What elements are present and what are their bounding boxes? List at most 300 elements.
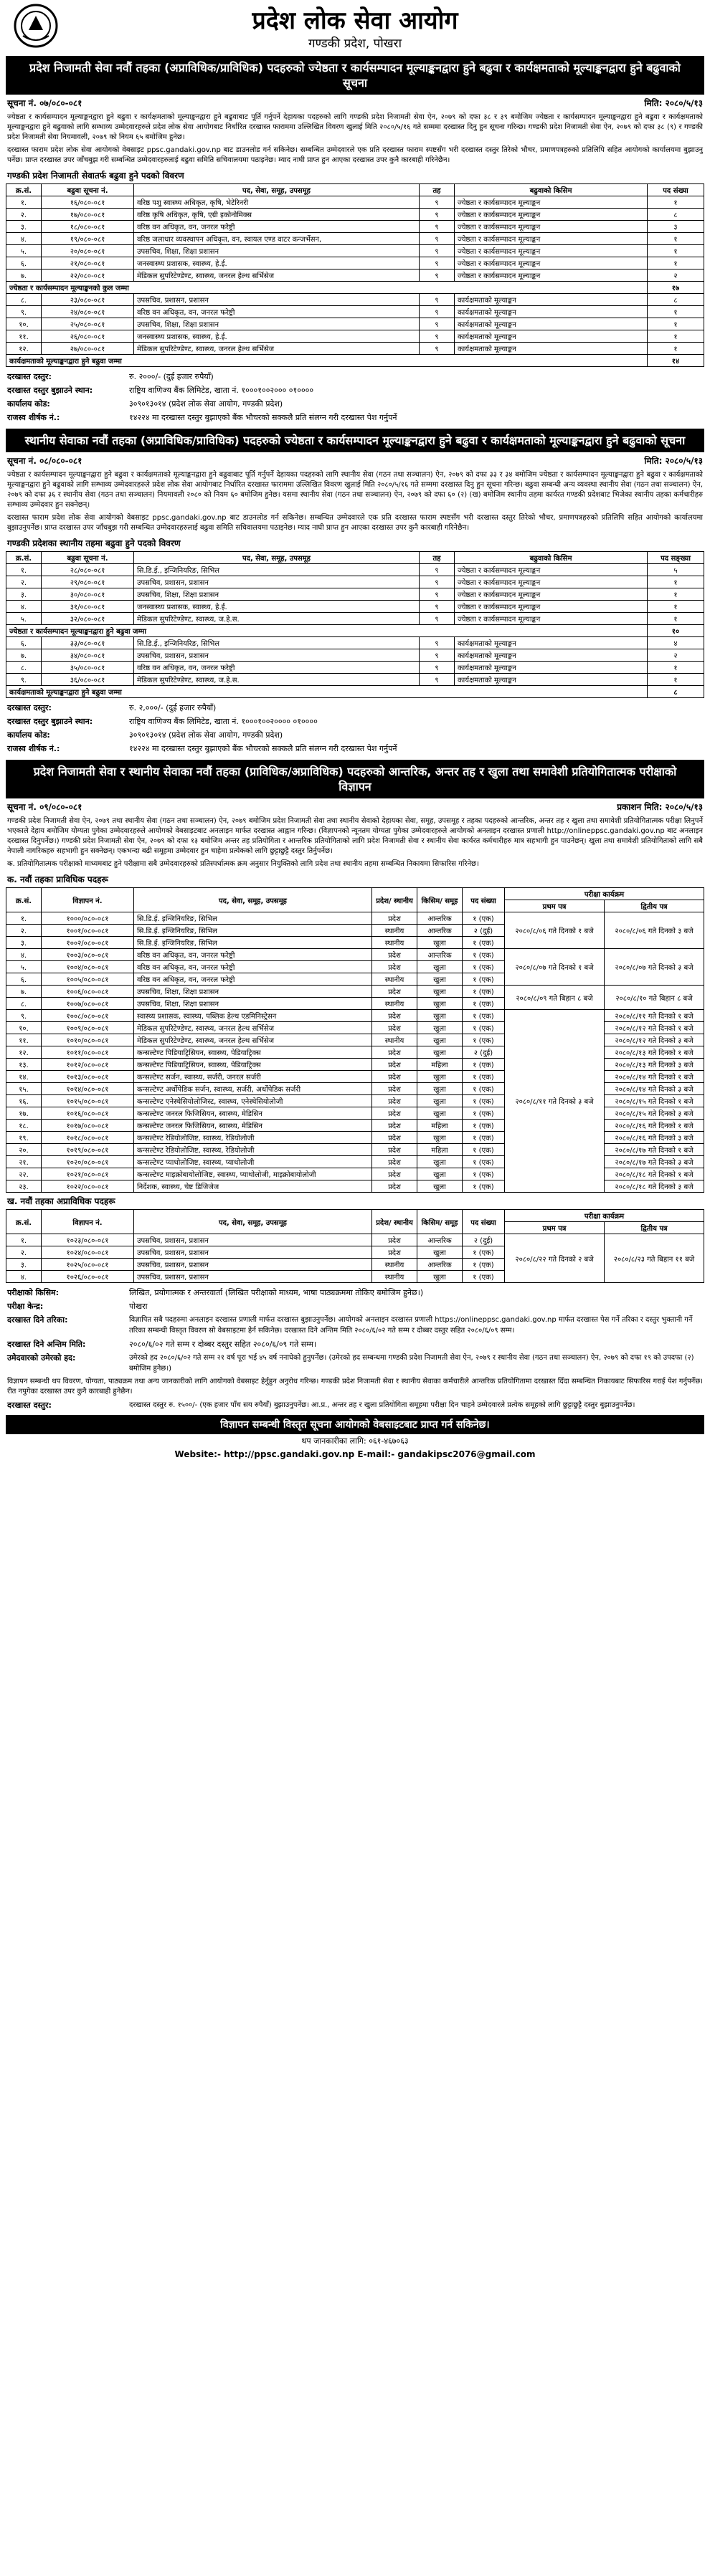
table-cell: ज्येष्ठता र कार्यसम्पादन मूल्याङ्कन [455,221,648,233]
table-cell: २. [6,1246,42,1259]
table-cell: कार्यक्षमताको मूल्याङ्कन [455,330,648,343]
table-cell: ६. [6,973,42,986]
table-cell: प्रदेश [372,961,417,973]
table-cell: १ (एक) [463,1022,505,1034]
table-cell: १ [648,674,704,686]
table-cell: ३२/०८०-०८१ [42,613,134,625]
footer-website[interactable]: Website:- http://ppsc.gandaki.gov.np E-mail:- gandakipsc2076@gmail.com [174,1449,536,1459]
table-cell: प्रदेश [372,1246,417,1259]
header [0,0,710,56]
notice1-number: सूचना नं. ०७/०८०-०८१ [7,98,82,108]
notice2-meta [0,452,710,469]
table-cell: १ [648,257,704,269]
notice1-th-0: क्र.सं. [6,184,42,196]
table-cell: कन्सल्टेण्ट माइक्रोबायोलोजिष्ट, स्वास्थ्य, प्याथोलोजी, माइक्रोबायोलोजी [134,1168,372,1180]
table-row [6,601,704,613]
table-cell: उपसचिव, शिक्षा, शिक्षा प्रशासन [134,998,372,1010]
table-cell: वरिष्ठ वन अधिकृत, वन, जनरल फरेष्ट्री [134,306,420,318]
exam-first-paper: २०८०/८/०७ गते दिनको १ बजे [505,949,605,986]
notice2-paragraph-1: ज्येष्ठता र कार्यसम्पादन मूल्याङ्कनद्वारा हुने बढुवा र कार्यक्षमताको मूल्याङ्कनद्वारा हुने बढुवाबाट पूर्ति गर्नुपर्ने देहायका पदहरुको लागि स्थानीय सेवा (गठन तथा सञ्चालन) ऐन, २०७९ को दफा ३३ र ३४ बमोजिम ज्येष्ठता र कार्यसम्पादन मूल्याङ्कनद्वारा हुने बढुवा र कार्यक्षमताको मूल्याङ्कनद्वारा हुने बढुवाको लागि सम्भाव्य उम्मेदवारहरुले प्रदेश लोक सेवा आयोगबाट निर्धारित दरखास्त फाराममा उल्लिखित विवरण खुलाई मिति २०८०/५/१६ गते सम्ममा दरखास्त दिनु हुन सूचना गरिन्छ। बढुवा सम्बन्धी अन्य व्यवस्था स्थानीय सेवा (गठन तथा सञ्चालन) ऐन, २०७९ को दफा ३६ र स्थानीय सेवा (गठन तथा सञ्चालन) नियमावली २०८० को नियम ६० बमोजिम हुनेछ। यसमा स्थानीय सेवा (गठन तथा सञ्चालन) ऐन, २०७९ को दफा ६० (२) (ख) बमोजिम स्थानीय तहमा कार्यरत गण्डकी प्रदेशबाट भिजेका स्थानीय तहका कर्मचारीहरु सम्भाव्य उम्मेदवार हुन सक्नेछन्। [7,471,703,509]
table-cell: खुला [417,1180,463,1193]
table-cell: उपसचिव, शिक्षा, शिक्षा प्रशासन [134,588,420,601]
table-row [6,318,704,330]
notice3-meta [0,798,710,815]
table-cell: आन्तरिक [417,925,463,937]
table-cell: १०२१/०८०-०८१ [42,1168,134,1180]
table-cell: २१. [6,1156,42,1168]
table-cell: महिला [417,1059,463,1071]
table-cell: ९ [420,588,455,601]
table-cell: स्थानीय [372,1034,417,1046]
table-cell: प्रदेश [372,1083,417,1095]
table-cell: ८. [6,662,42,674]
table-cell: ४. [6,601,42,613]
table-row [6,986,704,998]
notice3-fee: दरखास्त दस्तुर: दरखास्त दस्तुर रु. १५००/- (एक हजार पाँच सय रुपैयाँ) बुझाउनुपर्नेछ। आ.प्र., अन्तर तह र खुला प्रतियोगिता समूहमा परीक्षा दिन चाहने उम्मेदवारले प्रत्येक समूहको लागि छुट्टाछुट्टै दस्तुर बुझाउनुपर्नेछ। [7,1401,635,1410]
subtotal-label: कार्यक्षमताको मूल्याङ्कनद्वारा हुने बढुवा जम्मा [6,355,648,367]
table-cell: उपसचिव, प्रशासन, प्रशासन [134,576,420,588]
exam-second-paper: २०८०/८/१७ गते दिनको ३ बजे [605,1156,704,1168]
table-cell: ३१/०८०-०८१ [42,601,134,613]
table-cell: स्वास्थ्य प्रशासक, स्वास्थ्य, पब्लिक हेल्थ एडमिनिस्ट्रेसन [134,1010,372,1022]
table-cell: मेडिकल सुपरिटेण्डेण्ट, स्वास्थ्य, ज.हे.स. [134,674,420,686]
notice2-table-title: गण्डकी प्रदेशका स्थानीय तहमा बढुवा हुने पदको विवरण [7,538,181,548]
exam-second-paper: २०८०/८/१० गते बिहान ८ बजे [605,986,704,1010]
notice1-meta [0,95,710,111]
table-cell: २९/०८०-०८१ [42,576,134,588]
table-cell: ज्येष्ठता र कार्यसम्पादन मूल्याङ्कन [455,269,648,282]
table-row [6,912,704,925]
table-cell: वरिष्ठ जलाधार व्यवस्थापन अधिकृत, वन, स्वायल एण्ड वाटर कन्जर्भेसन, [134,233,420,245]
table-cell: ८. [6,294,42,306]
exam-second-paper: २०८०/८/१३ गते दिनको ३ बजे [605,1059,704,1071]
table-cell: १ [648,306,704,318]
thb-province-local: प्रदेश/ स्थानीय [372,1210,417,1234]
thb-post: पद, सेवा, समूह, उपसमूह [134,1210,372,1234]
table-cell: कन्सल्टेण्ट जनरल फिजिसियन, स्वास्थ्य, मेडिसिन [134,1107,372,1120]
th-second-paper: द्वितीय पत्र [605,900,704,912]
extra-info: विज्ञापन सम्बन्धी थप विवरण, योग्यता, पाठ्यक्रम तथा अन्य जानकारीको लागि आयोगको वेबसाइट हेर्नुहुन अनुरोध गरिन्छ। गण्डकी प्रदेश निजामती सेवा र स्थानीय सेवाका कर्मचारीले आन्तरिक प्रतियोगितामा दरखास्त दिँदा सम्बन्धित निकायबाट सिफारिस गराई पेश गर्नुपर्नेछ। रीत नपुगेका दरखास्त उपर कुनै कारबाही हुनेछैन। [7,1378,703,1396]
exam-second-paper: २०८०/८/१२ गते दिनको ३ बजे [605,1034,704,1046]
table-cell: वरिष्ठ वन अधिकृत, वन, जनरल फरेष्ट्री [134,662,420,674]
table-cell: आन्तरिक [417,1234,463,1246]
table-cell: २ (दुई) [463,925,505,937]
table-cell: ८ [648,294,704,306]
notice3-subhead-technical: क. नवौं तहका प्राविधिक पदहरू [7,874,108,884]
table-cell: ३३/०८०-०८१ [42,637,134,649]
table-cell: सि.डि.ई. इन्जिनियरिङ, सिभिल [134,925,372,937]
table-cell: प्रदेश [372,1107,417,1120]
org-subtitle: गण्डकी प्रदेश, पोखरा [308,37,402,51]
table-cell: १०००/०८०-०८१ [42,912,134,925]
table-cell: आन्तरिक [417,1259,463,1271]
table-cell: प्रदेश [372,1132,417,1144]
table-cell: ७. [6,269,42,282]
table-cell: ९ [420,209,455,221]
table-cell: १ [648,330,704,343]
table-cell: १ (एक) [463,1271,505,1283]
exam-second-paper: २०८०/८/१४ गते दिनको १ बजे [605,1071,704,1083]
notice2-bank: दरखास्त दस्तुर बुझाउने स्थान: राष्ट्रिय वाणिज्य बैंक लिमिटेड, खाता नं. १०००१००२०००० ०१०००० [7,717,318,726]
table-cell: १६/०८०-०८१ [42,196,134,209]
notice2-th-0: क्र.सं. [6,552,42,564]
table-cell: १ [648,588,704,601]
table-cell: ९ [420,674,455,686]
table-cell: ज्येष्ठता र कार्यसम्पादन मूल्याङ्कन [455,601,648,613]
exam-second-paper: २०८०/८/२३ गते बिहान ११ बजे [605,1234,704,1283]
table-cell: १००६/०८०-०८१ [42,986,134,998]
table-cell: खुला [417,1246,463,1259]
exam-center: परीक्षा केन्द्र: पोखरा [7,1302,148,1311]
table-cell: खुला [417,1168,463,1180]
exam-second-paper: २०८०/८/१२ गते दिनको १ बजे [605,1022,704,1034]
table-row [6,245,704,257]
th-exam-schedule: परीक्षा कार्यक्रम [505,888,704,900]
table-cell: १८/०८०-०८१ [42,221,134,233]
table-cell: २५/०८०-०८१ [42,318,134,330]
table-cell: १२. [6,1046,42,1059]
table-cell: २८/०८०-०८१ [42,564,134,576]
table-row [6,221,704,233]
table-cell: २१/०८०-०८१ [42,257,134,269]
subtotal-row [6,686,704,698]
table-cell: ज्येष्ठता र कार्यसम्पादन मूल्याङ्कन [455,613,648,625]
table-cell: ३०/०८०-०८१ [42,588,134,601]
table-cell: १ [648,613,704,625]
table-cell: प्रदेश [372,986,417,998]
table-cell: १७. [6,1107,42,1120]
table-cell: १०२०/०८०-०८१ [42,1156,134,1168]
thb-count: पद संख्या [463,1210,505,1234]
table-cell: २०/०८०-०८१ [42,245,134,257]
table-cell: स्थानीय [372,973,417,986]
notice2-table [6,551,704,698]
table-cell: १०२३/०८०-०८१ [42,1234,134,1246]
table-cell: कन्सल्टेण्ट प्याथोलोजिष्ट, स्वास्थ्य, प्याथोलोजी [134,1156,372,1168]
table-cell: १. [6,1234,42,1246]
table-cell: वरिष्ठ वन अधिकृत, वन, जनरल फरेष्ट्री [134,973,372,986]
table-row [6,343,704,355]
subtotal-label: कार्यक्षमताको मूल्याङ्कनद्वारा हुने बढुवा जम्मा [6,686,648,698]
notice1-fee: दरखास्त दस्तुर: रु. २०००/- (दुई हजार रुपैयाँ) [7,372,214,381]
apply-method: दरखास्त दिने तरिका: विज्ञापित सबै पदहरुमा अनलाइन दरखास्त प्रणाली मार्फत दरखास्त बुझाउनुपर्नेछ। आयोगको अनलाइन दरखास्त प्रणाली https://onlineppsc.gandaki.gov.np मार्फत दरखास्त पेस गर्ने तरिका र दस्तुर भुक्तानी गर्ने तरिका सम्बन्धी विस्तृत विवरण सो वेबसाइटमा हेर्न सकिनेछ। दरखास्त दिने अन्तिम मिति २०८०/६/०२ गते सम्म र दोब्बर दस्तुर सहित २०८०/६/०९ सम्म। [7,1315,693,1335]
notice2-date: मिति: २०८०/५/१३ [644,456,703,466]
table-row [6,662,704,674]
subtotal-label: ज्येष्ठता र कार्यसम्पादन मूल्याङ्कनको कुल जम्मा [6,282,648,294]
thb-first-paper: प्रथम पत्र [505,1222,605,1234]
table-row [6,196,704,209]
table-cell: १ (एक) [463,912,505,925]
table-cell: १०१८/०८०-०८१ [42,1132,134,1144]
age-limit: उमेदवारको उमेरको हद: उमेरको हद २०८०/६/०२ गते सम्म २१ वर्ष पूरा भई ४५ वर्ष ननाघेको हुनुपर्नेछ। (उमेरको हद सम्बन्धमा गण्डकी प्रदेश निजामती सेवा ऐन, २०७९ र स्थानीय सेवा (गठन तथा सञ्चालन) ऐन, २०७९ को दफा १९ को उपदफा (२) बमोजिम हुनेछ।) [7,1353,694,1373]
table-cell: १ (एक) [463,937,505,949]
table-row [6,306,704,318]
table-cell: उपसचिव, प्रशासन, प्रशासन [134,294,420,306]
exam-second-paper: २०८०/८/१५ गते दिनको ३ बजे [605,1107,704,1120]
table-cell: १ (एक) [463,1246,505,1259]
notice1-th-2: पद, सेवा, समूह, उपसमूह [134,184,420,196]
table-cell: १६. [6,1095,42,1107]
notice2-banner: स्थानीय सेवाका नवौं तहका (अप्राविधिक/प्राविधिक) पदहरुको ज्येष्ठता र कार्यसम्पादन मूल्याङ्कनद्वारा हुने बढुवा र कार्यक्षमताको मूल्याङ्कनद्वारा हुने बढुवाको सूचना [6,429,704,452]
exam-first-paper: २०८०/८/०६ गते दिनको १ बजे [505,912,605,949]
table-cell: ९. [6,1010,42,1022]
table-cell: ९ [420,318,455,330]
table-cell: कन्सल्टेण्ट पिडियाट्रिसियन, स्वास्थ्य, पेडियाट्रिक्स [134,1046,372,1059]
thb-second-paper: द्वितीय पत्र [605,1222,704,1234]
table-cell: सि.डि.ई. इन्जिनियरिङ, सिभिल [134,912,372,925]
table-cell: १०१६/०८०-०८१ [42,1107,134,1120]
notice2-fee: दरखास्त दस्तुर: रु. २,०००/- (दुई हजार रुपैयाँ) [7,703,217,712]
notice1-paragraph-2: दरखास्त फाराम प्रदेश लोक सेवा आयोगको वेबसाइट ppsc.gandaki.gov.np बाट डाउनलोड गर्न सकिनेछ। सम्बन्धित उम्मेदवारले एक प्रति दरखास्त फाराम स्पष्टसँग भरी दरखास्त दस्तुर तिरेको भौचर, प्रमाणपत्रहरुको प्रतिलिपि सहित आयोगको कार्यालयमा बुझाउनु पर्नेछ। प्राप्त दरखास्त उपर जाँचबुझ गरी सम्बन्धित उम्मेदवारहरुलाई बढुवा समिति सचिवालयमा पठाइनेछ। म्याद नाघी प्राप्त हुन आएका दरखास्त उपर कुनै कारबाही गरिनेछैन। [7,146,703,164]
th-adv-no: विज्ञापन नं. [42,888,134,912]
table-cell: २ [648,649,704,662]
table-row [6,1234,704,1246]
table-cell: जनस्वास्थ्य प्रशासक, स्वास्थ्य, हे.ई. [134,330,420,343]
table-cell: १००१/०८०-०८१ [42,925,134,937]
table-cell: कन्सल्टेण्ट रेडियोलोजिष्ट, स्वास्थ्य, रेडियोलोजी [134,1132,372,1144]
exam-type: परीक्षाको किसिम: लिखित, प्रयोगात्मक र अन्तरवार्ता (लिखित परीक्षाको माध्यम, भाषा पाठ्यक्रममा तोकिए बमोजिम हुनेछ।) [7,1288,424,1297]
exam-second-paper: २०८०/८/०७ गते दिनको ३ बजे [605,949,704,986]
table-cell: उपसचिव, शिक्षा, शिक्षा प्रशासन [134,986,372,998]
notice1-banner: प्रदेश निजामती सेवा नवौं तहका (अप्राविधिक/प्राविधिक) पदहरुको ज्येष्ठता र कार्यसम्पादन मूल्याङ्कनद्वारा हुने बढुवा र कार्यक्षमताको मूल्याङ्कनद्वारा हुने बढुवाको सूचना [6,56,704,95]
table-cell: ९ [420,601,455,613]
table-cell: महिला [417,1144,463,1156]
table-cell: उपसचिव, प्रशासन, प्रशासन [134,1271,372,1283]
table-cell: ९ [420,662,455,674]
table-cell: प्रदेश [372,1234,417,1246]
notice3-paragraph-1: गण्डकी प्रदेश निजामती सेवा ऐन, २०७९ तथा स्थानीय सेवा (गठन तथा सञ्चालन) ऐन, २०७९ बमोजिम प्रदेश निजामती सेवा तथा स्थानीय सेवाको देहायका सेवा, समूह, उपसमूह र तहका पदहरुको आन्तरिक, अन्तर तह र खुला तथा समावेशी प्रतियोगितात्मक परीक्षा लिनुपर्ने भएकाले देहाय बमोजिम योग्यता पुगेका उम्मेदवारहरुले आयोगको वेबसाइटबाट अनलाइन मार्फत दरखास्त आह्वान गरिन्छ। (विज्ञापनको न्यूनतम योग्यता पुगेका उम्मेदवारहरुले आयोगको अनलाइन दरखास्त प्रणाली http://onlineppsc.gandaki.gov.np बाट अनलाइन दरखास्त दिनुपर्नेछ।) गण्डकी प्रदेश निजामती सेवा ऐन, २०७९ को दफा १३ बमोजिम अन्तर तह प्रतियोगिता र आन्तरिक प्रतियोगिताको लागि प्रदेश निजामती सेवा र स्थानीय सेवा कार्यरत कर्मचारीहरु मात्र सहभागी हुन पाउनेछन्। खुला तथा समावेशी प्रतियोगिताको लागि सबै नेपाली नागरिकहरु सहभागी हुन सक्नेछन्। एकभन्दा बढी समूहमा उम्मेदवार हुन चाहेमा प्रत्येकको लागि छुट्टाछुट्टै दस्तुर तिर्नुपर्नेछ। [7,817,703,855]
table-cell: १ (एक) [463,1034,505,1046]
table-cell: मेडिकल सुपरिटेण्डेण्ट, स्वास्थ्य, जनरल हेल्थ सर्भिसेज [134,1022,372,1034]
table-cell: २३/०८०-०८१ [42,294,134,306]
notice2-paragraph-2: दरखास्त फाराम प्रदेश लोक सेवा आयोगको वेबसाइट ppsc.gandaki.gov.np बाट डाउनलोड गर्न सकिनेछ। सम्बन्धित उम्मेदवारले एक प्रति दरखास्त फाराम स्पष्टसँग भरी दरखास्त दस्तुर तिरेको भौचर, प्रमाणपत्रहरुको प्रतिलिपि सहित आयोगको कार्यालयमा बुझाउनुपर्नेछ। प्राप्त दरखास्त उपर जाँचबुझ गरी सम्बन्धित उम्मेदवारहरुलाई बढुवा समिति सचिवालयमा पठाइनेछ। म्याद नाघी प्राप्त हुन आएका दरखास्त उपर कुनै कारबाही गरिनेछैन। [7,514,703,532]
table-row [6,613,704,625]
notice3-banner: प्रदेश निजामती सेवा र स्थानीय सेवाका नवौं तहका (प्राविधिक/अप्राविधिक) पदहरुको आन्तरिक, अन्तर तह र खुला तथा समावेशी प्रतियोगितात्मक परीक्षाको विज्ञापन [6,760,704,798]
table-cell: मेडिकल सुपरिटेण्डेण्ट, स्वास्थ्य, जनरल हेल्थ सर्भिसेज [134,1034,372,1046]
table-cell: ३. [6,937,42,949]
table-cell: उपसचिव, शिक्षा, शिक्षा प्रशासन [134,318,420,330]
subtotal-value: १७ [648,282,704,294]
exam-second-paper: २०८०/८/१७ गते दिनको १ बजे [605,1144,704,1156]
table-cell: १००५/०८०-०८१ [42,973,134,986]
table-cell: १०१३/०८०-०८१ [42,1071,134,1083]
table-cell: कन्सल्टेण्ट सर्जन, स्वास्थ्य, सर्जरी, जनरल सर्जरी [134,1071,372,1083]
table-cell: ३. [6,1259,42,1271]
table-cell: २०. [6,1144,42,1156]
table-cell: ९ [420,613,455,625]
table-row [6,209,704,221]
table-cell: ७. [6,986,42,998]
table-row [6,269,704,282]
table-cell: कन्सल्टेण्ट अर्थोपेडिक सर्जन, स्वास्थ्य, सर्जरी, अर्थोपेडिक सर्जरी [134,1083,372,1095]
exam-first-paper: २०८०/८/११ गते दिनको ३ बजे [505,1010,605,1193]
table-cell: वरिष्ठ वन अधिकृत, वन, जनरल फरेष्ट्री [134,221,420,233]
th-post: पद, सेवा, समूह, उपसमूह [134,888,372,912]
table-cell: १ [648,576,704,588]
table-cell: जनस्वास्थ्य प्रशासक, स्वास्थ्य, हे.ई. [134,601,420,613]
table-cell: १००९/०८०-०८१ [42,1022,134,1034]
table-cell: खुला [417,1095,463,1107]
table-row [6,330,704,343]
table-cell: १००२/०८०-०८१ [42,937,134,949]
table-cell: कन्सल्टेण्ट पिडियाट्रिसियन, स्वास्थ्य, पेडियाट्रिक्स [134,1059,372,1071]
table-cell: ९. [6,674,42,686]
table-cell: खुला [417,1071,463,1083]
notice1-th-1: बढुवा सूचना नं. [42,184,134,196]
exam-first-paper: २०८०/८/०९ गते बिहान ८ बजे [505,986,605,1010]
exam-second-paper: २०८०/८/०६ गते दिनको ३ बजे [605,912,704,949]
table-cell: खुला [417,998,463,1010]
table-cell: खुला [417,1132,463,1144]
table-cell: २२/०८०-०८१ [42,269,134,282]
table-cell: स्थानीय [372,998,417,1010]
exam-second-paper: २०८०/८/१६ गते दिनको १ बजे [605,1120,704,1132]
table-cell: कार्यक्षमताको मूल्याङ्कन [455,637,648,649]
table-cell: १ (एक) [463,973,505,986]
notice2-th-2: पद, सेवा, समूह, उपसमूह [134,552,420,564]
table-cell: ८. [6,998,42,1010]
table-cell: ४. [6,949,42,961]
table-cell: १५. [6,1083,42,1095]
table-cell: १ (एक) [463,998,505,1010]
table-cell: १ (एक) [463,1168,505,1180]
table-cell: प्रदेश [372,912,417,925]
exam-second-paper: २०८०/८/१४ गते दिनको ३ बजे [605,1083,704,1095]
last-date: दरखास्त दिने अन्तिम मिति: २०८०/६/०२ गते सम्म र दोब्बर दस्तुर सहित २०८०/६/०९ गते सम्म। [7,1340,317,1349]
table-cell: १०१४/०८०-०८१ [42,1083,134,1095]
table-cell: २७/०८०-०८१ [42,343,134,355]
table-cell: उपसचिव, प्रशासन, प्रशासन [134,1234,372,1246]
table-cell: १००७/०८०-०८१ [42,998,134,1010]
table-cell: कन्सल्टेण्ट एनेस्थेसियोलोजिस्ट, स्वास्थ्य, एनेस्थेसियोलोजी [134,1095,372,1107]
table-cell: २ (दुई) [463,1046,505,1059]
notice1-th-3: तह [420,184,455,196]
notice1-office-code: कार्यालय कोड: ३०९०१३०१४ (प्रदेश लोक सेवा आयोग, गण्डकी प्रदेश) [7,399,283,409]
notice1-bank: दरखास्त दस्तुर बुझाउने स्थान: राष्ट्रिय वाणिज्य बैंक लिमिटेड, खाता नं. १०००१००२००० ०१०००० [7,386,314,395]
table-cell: ९ [420,306,455,318]
table-cell: २. [6,576,42,588]
table-cell: कार्यक्षमताको मूल्याङ्कन [455,294,648,306]
table-cell: १०२५/०८०-०८१ [42,1259,134,1271]
table-cell: १९. [6,1132,42,1144]
table-cell: १००३/०८०-०८१ [42,949,134,961]
subtotal-row [6,625,704,637]
table-cell: ७. [6,649,42,662]
footer-contact: थप जानकारीका लागि: ०६१-४६७०६३ [301,1436,409,1446]
table-cell: १०२२/०८०-०८१ [42,1180,134,1193]
table-cell: मेडिकल सुपरिटेण्डेण्ट, स्वास्थ्य, ज.हे.स. [134,613,420,625]
notice3-table-nontechnical [6,1209,704,1283]
table-cell: २४/०८०-०८१ [42,306,134,318]
table-cell: १. [6,564,42,576]
table-cell: २३. [6,1180,42,1193]
table-cell: सि.डि.ई., इन्जिनियरिङ, सिभिल [134,564,420,576]
table-cell: वरिष्ठ पशु स्वास्थ्य अधिकृत, कृषि, भेटेरिनरी [134,196,420,209]
table-row [6,564,704,576]
table-cell: १. [6,196,42,209]
table-cell: ज्येष्ठता र कार्यसम्पादन मूल्याङ्कन [455,209,648,221]
table-cell: १ [648,601,704,613]
table-cell: उपसचिव, शिक्षा, शिक्षा प्रशासन [134,245,420,257]
table-cell: प्रदेश [372,1120,417,1132]
th-type: किसिम/ समूह [417,888,463,912]
th-first-paper: प्रथम पत्र [505,900,605,912]
thb-type: किसिम/ समूह [417,1210,463,1234]
table-cell: ९ [420,269,455,282]
org-title: प्रदेश लोक सेवा आयोग [252,6,458,35]
notice2-th-3: तह [420,552,455,564]
exam-second-paper: २०८०/८/१८ गते दिनको ३ बजे [605,1180,704,1193]
table-cell: २२. [6,1168,42,1180]
table-cell: १०१७/०८०-०८१ [42,1120,134,1132]
notice3-date: प्रकाशन मिति: २०८०/५/१३ [617,802,703,812]
exam-second-paper: २०८०/८/१५ गते दिनको १ बजे [605,1095,704,1107]
table-cell: प्रदेश [372,1022,417,1034]
notice1-th-5: पद संख्या [648,184,704,196]
table-cell: १००४/०८०-०८१ [42,961,134,973]
table-cell: उपसचिव, प्रशासन, प्रशासन [134,1259,372,1271]
table-cell: ९ [420,221,455,233]
table-cell: कन्सल्टेण्ट रेडियोलोजिष्ट, स्वास्थ्य, रेडियोलोजी [134,1144,372,1156]
table-cell: १ (एक) [463,949,505,961]
table-cell: १०१०/०८०-०८१ [42,1034,134,1046]
table-cell: खुला [417,986,463,998]
table-cell: प्रदेश [372,1144,417,1156]
th-sn: क्र.सं. [6,888,42,912]
table-cell: २. [6,925,42,937]
thb-sn: क्र.सं. [6,1210,42,1234]
table-cell: ज्येष्ठता र कार्यसम्पादन मूल्याङ्कन [455,233,648,245]
table-cell: १०१२/०८०-०८१ [42,1059,134,1071]
table-cell: १३. [6,1059,42,1071]
notice3-paragraph-2: क. प्रतियोगितात्मक परीक्षाको माध्यमबाट हुने परीक्षामा सबै उम्मेदवारहरुको प्रतिस्पर्धात्मक क्रम अनुसार नियुक्तिको लागि प्रदेश तथा स्थानीय तहमा सम्बन्धित निकायमा सिफारिस गरिनेछ। [7,860,479,868]
th-province-local: प्रदेश/ स्थानीय [372,888,417,912]
table-cell: ९ [420,196,455,209]
table-cell: मेडिकल सुपरिटेण्डेण्ट, स्वास्थ्य, जनरल हेल्थ सर्भिसेज [134,343,420,355]
table-cell: १०११/०८०-०८१ [42,1046,134,1059]
table-cell: खुला [417,937,463,949]
notice1-paragraph-1: ज्येष्ठता र कार्यसम्पादन मूल्याङ्कनद्वारा हुने बढुवा र कार्यक्षमताको मूल्याङ्कनद्वारा हुने बढुवाबाट पूर्ति गर्नुपर्ने देहायका पदहरुको लागि गण्डकी प्रदेश निजामती सेवा ऐन, २०७९ को दफा ३८ र ३९ बमोजिम ज्येष्ठता र कार्यसम्पादन मूल्याङ्कनद्वारा हुने बढुवा र कार्यक्षमताको मूल्याङ्कनद्वारा हुने बढुवाको लागि सम्भाव्य उम्मेदवारहरुले प्रदेश लोक सेवा आयोगबाट निर्धारित दरखास्त फाराममा उल्लिखित विवरण खुलाई मिति २०८०/५/१६ गते सम्ममा दरखास्त दिनु हुन सूचना गरिन्छ। गण्डकी प्रदेश निजामती सेवा ऐन, २०७९ को दफा ३८ (९) र गण्डकी प्रदेश निजामती सेवा नियमावली, २०७९ को नियम ६५ बमोजिम हुनेछ। [7,113,703,141]
table-cell: १ [648,196,704,209]
table-cell: ९ [420,294,455,306]
table-cell: कार्यक्षमताको मूल्याङ्कन [455,662,648,674]
table-cell: २ [648,269,704,282]
table-cell: ८ [648,209,704,221]
table-cell: १ (एक) [463,1120,505,1132]
table-cell: १ [648,245,704,257]
table-cell: १०१९/०८०-०८१ [42,1144,134,1156]
table-cell: १०१५/०८०-०८१ [42,1095,134,1107]
table-row [6,637,704,649]
exam-first-paper: २०८०/८/२२ गते दिनको २ बजे [505,1234,605,1283]
table-cell: १ (एक) [463,1259,505,1271]
table-cell: स्थानीय [372,937,417,949]
table-cell: कार्यक्षमताको मूल्याङ्कन [455,343,648,355]
table-cell: ९ [420,576,455,588]
table-cell: १ (एक) [463,1059,505,1071]
table-cell: ५. [6,245,42,257]
table-cell: ३ [648,221,704,233]
table-cell: प्रदेश [372,1046,417,1059]
table-cell: ३६/०८०-०८१ [42,674,134,686]
subtotal-value: ८ [648,686,704,698]
table-cell: ९. [6,306,42,318]
table-cell: ९ [420,564,455,576]
notice1-date: मिति: २०८०/५/१३ [644,98,703,108]
table-cell: खुला [417,1010,463,1022]
subtotal-row [6,282,704,294]
notice2-th-5: पद सङ्ख्या [648,552,704,564]
